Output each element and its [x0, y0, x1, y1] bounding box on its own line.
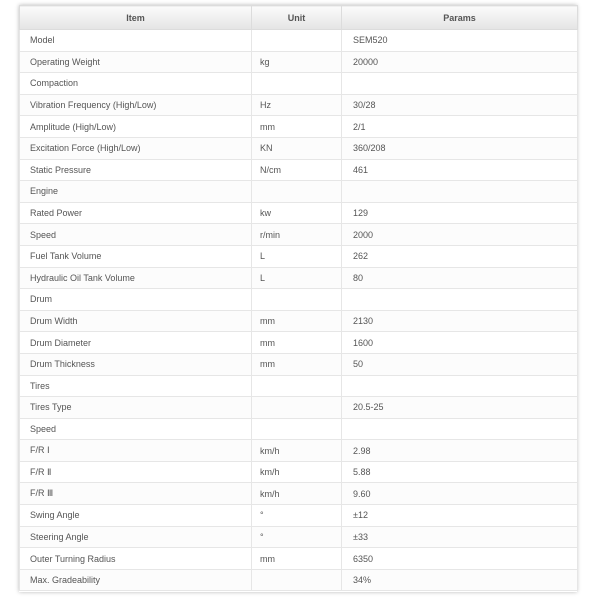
cell-item: Fuel Tank Volume — [20, 245, 252, 267]
cell-unit: KN — [252, 137, 342, 159]
cell-unit: r/min — [252, 224, 342, 246]
cell-unit — [252, 569, 342, 591]
cell-params — [342, 181, 578, 203]
cell-params: 50 — [342, 353, 578, 375]
cell-item: Drum Diameter — [20, 332, 252, 354]
cell-unit: mm — [252, 548, 342, 570]
table-row — [20, 310, 578, 332]
cell-item: Max. Gradeability — [20, 569, 252, 591]
table-row — [20, 332, 578, 354]
cell-unit — [252, 30, 342, 52]
cell-params: 2/1 — [342, 116, 578, 138]
table-row — [20, 224, 578, 246]
cell-item: Rated Power — [20, 202, 252, 224]
cell-params — [342, 418, 578, 440]
cell-params: 20.5-25 — [342, 397, 578, 419]
table-header-row — [20, 6, 578, 30]
table-row — [20, 289, 578, 311]
table-row — [20, 30, 578, 52]
cell-unit: mm — [252, 332, 342, 354]
cell-params: 129 — [342, 202, 578, 224]
cell-unit: kg — [252, 51, 342, 73]
cell-item: Drum — [20, 289, 252, 311]
cell-item: Vibration Frequency (High/Low) — [20, 94, 252, 116]
spec-table — [19, 5, 578, 591]
cell-params: 1600 — [342, 332, 578, 354]
cell-unit: L — [252, 245, 342, 267]
cell-params: 2.98 — [342, 440, 578, 462]
cell-params — [342, 73, 578, 95]
cell-unit: mm — [252, 116, 342, 138]
table-row — [20, 505, 578, 527]
cell-params: 6350 — [342, 548, 578, 570]
cell-params: 262 — [342, 245, 578, 267]
cell-item: Tires — [20, 375, 252, 397]
table-row — [20, 526, 578, 548]
table-row — [20, 51, 578, 73]
cell-item: Operating Weight — [20, 51, 252, 73]
cell-params: 9.60 — [342, 483, 578, 505]
table-row — [20, 353, 578, 375]
cell-unit: ° — [252, 526, 342, 548]
cell-unit: mm — [252, 353, 342, 375]
cell-unit — [252, 397, 342, 419]
cell-unit — [252, 73, 342, 95]
cell-params: 30/28 — [342, 94, 578, 116]
cell-unit — [252, 418, 342, 440]
cell-item: Engine — [20, 181, 252, 203]
cell-params: 5.88 — [342, 461, 578, 483]
cell-item: Drum Thickness — [20, 353, 252, 375]
cell-item: Amplitude (High/Low) — [20, 116, 252, 138]
cell-unit: km/h — [252, 483, 342, 505]
cell-params: 2130 — [342, 310, 578, 332]
table-row — [20, 397, 578, 419]
cell-item: F/R Ⅱ — [20, 461, 252, 483]
table-row — [20, 245, 578, 267]
cell-unit: km/h — [252, 461, 342, 483]
table-row — [20, 137, 578, 159]
cell-item: Hydraulic Oil Tank Volume — [20, 267, 252, 289]
cell-item: F/R Ⅰ — [20, 440, 252, 462]
table-row — [20, 375, 578, 397]
table-row — [20, 483, 578, 505]
cell-unit: ° — [252, 505, 342, 527]
cell-unit — [252, 289, 342, 311]
cell-params: 20000 — [342, 51, 578, 73]
table-row — [20, 440, 578, 462]
spec-table-frame — [19, 5, 577, 592]
cell-params: 34% — [342, 569, 578, 591]
cell-item: Speed — [20, 224, 252, 246]
table-row — [20, 569, 578, 591]
header-params: Params — [342, 6, 578, 30]
cell-item: Model — [20, 30, 252, 52]
header-item: Item — [20, 6, 252, 30]
cell-params: 2000 — [342, 224, 578, 246]
cell-unit: N/cm — [252, 159, 342, 181]
cell-unit: mm — [252, 310, 342, 332]
cell-item: Excitation Force (High/Low) — [20, 137, 252, 159]
cell-params: ±33 — [342, 526, 578, 548]
cell-unit — [252, 181, 342, 203]
cell-item: Steering Angle — [20, 526, 252, 548]
cell-item: Outer Turning Radius — [20, 548, 252, 570]
cell-item: Swing Angle — [20, 505, 252, 527]
table-body — [20, 30, 578, 591]
table-row — [20, 202, 578, 224]
cell-unit: kw — [252, 202, 342, 224]
cell-item: F/R Ⅲ — [20, 483, 252, 505]
cell-unit: L — [252, 267, 342, 289]
table-row — [20, 267, 578, 289]
cell-item: Compaction — [20, 73, 252, 95]
cell-params: 461 — [342, 159, 578, 181]
table-row — [20, 181, 578, 203]
table-row — [20, 548, 578, 570]
table-row — [20, 94, 578, 116]
cell-unit — [252, 375, 342, 397]
table-row — [20, 73, 578, 95]
header-unit: Unit — [252, 6, 342, 30]
cell-params — [342, 375, 578, 397]
cell-params: SEM520 — [342, 30, 578, 52]
table-row — [20, 461, 578, 483]
cell-params: 360/208 — [342, 137, 578, 159]
cell-item: Tires Type — [20, 397, 252, 419]
table-row — [20, 159, 578, 181]
cell-item: Static Pressure — [20, 159, 252, 181]
cell-item: Speed — [20, 418, 252, 440]
table-row — [20, 116, 578, 138]
cell-unit: km/h — [252, 440, 342, 462]
cell-params: 80 — [342, 267, 578, 289]
cell-item: Drum Width — [20, 310, 252, 332]
cell-params: ±12 — [342, 505, 578, 527]
cell-params — [342, 289, 578, 311]
table-row — [20, 418, 578, 440]
cell-unit: Hz — [252, 94, 342, 116]
